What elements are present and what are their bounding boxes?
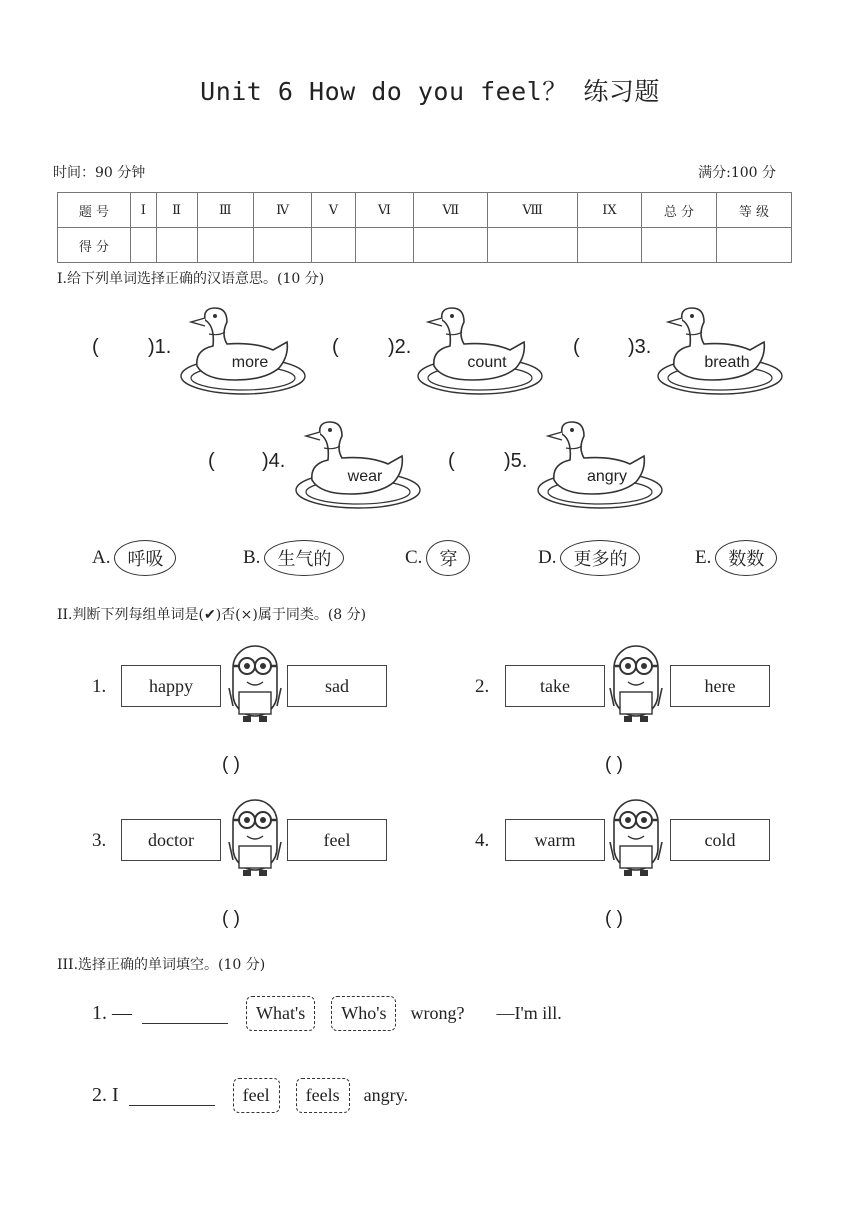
choice-box[interactable]: feels [296,1078,350,1113]
item-number: )3. [628,336,652,358]
item-number: 4. [475,830,490,851]
score-cell[interactable] [355,228,414,263]
question-tail: wrong? [410,1003,465,1023]
table-cell: Ⅲ [197,193,253,228]
duck-card [290,420,420,520]
score-cell[interactable] [717,228,792,263]
option-e [695,540,777,576]
item-number: )2. [388,336,412,358]
question-2 [92,1078,408,1113]
item-number: 1. [92,676,107,697]
full-score: 满分:100 分 [698,165,776,181]
minion-icon [225,642,285,726]
score-cell[interactable] [577,228,641,263]
item-number: 2. [475,676,490,697]
question-tail: angry. [363,1085,408,1105]
option-letter: B. [243,547,261,568]
option-a [92,540,176,576]
option-letter: C. [405,547,423,568]
page-title: Unit 6 How do you feel？ 练习题 [200,77,660,106]
answer-paren: ( [208,450,215,472]
word-box: happy [121,665,221,707]
section-3-title: III.选择正确的单词填空。(10 分) [57,957,266,973]
word-box: feel [287,819,387,861]
word-box: here [670,665,770,707]
option-text: 数数 [715,540,777,576]
answer-paren: ( [448,450,455,472]
section-2-title: II.判断下列每组单词是(✔)否(×)属于同类。(8 分) [57,607,367,623]
score-cell[interactable] [312,228,355,263]
answer-paren[interactable]: ( ) [222,754,240,775]
option-text: 呼吸 [114,540,176,576]
answer-paren: ( [332,336,339,358]
answer-paren: ( [92,336,99,358]
table-cell: Ⅶ [414,193,488,228]
score-cell[interactable] [642,228,717,263]
answer-paren[interactable]: ( ) [605,908,623,929]
fill-blank[interactable] [142,1003,228,1024]
table-cell: Ⅳ [254,193,312,228]
option-text: 生气的 [264,540,344,576]
option-letter: D. [538,547,557,568]
score-table-header [58,193,792,228]
section-1-title: Ⅰ.给下列单词选择正确的汉语意思。(10 分) [57,271,325,287]
time-limit: 时间：90 分钟 [53,165,146,181]
table-cell: 题 号 [58,193,131,228]
question-prefix: 2. I [92,1084,119,1106]
duck-word: more [231,354,269,371]
word-box: warm [505,819,605,861]
question-prefix: 1. — [92,1002,132,1024]
word-box: doctor [121,819,221,861]
table-cell: 总 分 [642,193,717,228]
answer-paren: ( [573,336,580,358]
table-cell: Ⅷ [488,193,578,228]
duck-word: wear [347,468,383,485]
option-d [538,540,640,576]
option-text: 穿 [426,540,470,576]
score-cell[interactable] [254,228,312,263]
table-cell: Ⅴ [312,193,355,228]
minion-icon [225,796,285,880]
duck-card [175,306,305,406]
score-table-row [58,228,792,263]
score-cell[interactable] [156,228,197,263]
minion-icon [606,796,666,880]
duck-word: count [467,354,507,371]
question-1 [92,996,562,1031]
score-table [57,192,792,263]
choice-box[interactable]: What's [246,996,315,1031]
choice-box[interactable]: feel [233,1078,280,1113]
option-b [243,540,344,576]
minion-icon [606,642,666,726]
duck-word: breath [704,354,750,371]
table-cell: 得 分 [58,228,131,263]
option-c [405,540,470,576]
score-cell[interactable] [414,228,488,263]
word-box: take [505,665,605,707]
item-number: )5. [504,450,528,472]
duck-card [652,306,782,406]
duck-word: angry [586,468,628,485]
table-cell: Ⅱ [156,193,197,228]
question-reply: —I'm ill. [496,1003,562,1023]
duck-card [412,306,542,406]
word-box: sad [287,665,387,707]
table-cell: Ⅵ [355,193,414,228]
option-text: 更多的 [560,540,640,576]
item-number: )4. [262,450,286,472]
choice-box[interactable]: Who's [331,996,396,1031]
score-cell[interactable] [131,228,157,263]
item-number: )1. [148,336,172,358]
answer-paren[interactable]: ( ) [605,754,623,775]
duck-card [532,420,662,520]
table-cell: ⅠX [577,193,641,228]
word-box: cold [670,819,770,861]
item-number: 3. [92,830,107,851]
table-cell: Ⅰ [131,193,157,228]
fill-blank[interactable] [129,1085,215,1106]
option-letter: A. [92,547,111,568]
option-letter: E. [695,547,712,568]
answer-paren[interactable]: ( ) [222,908,240,929]
score-cell[interactable] [488,228,578,263]
score-cell[interactable] [197,228,253,263]
table-cell: 等 级 [717,193,792,228]
